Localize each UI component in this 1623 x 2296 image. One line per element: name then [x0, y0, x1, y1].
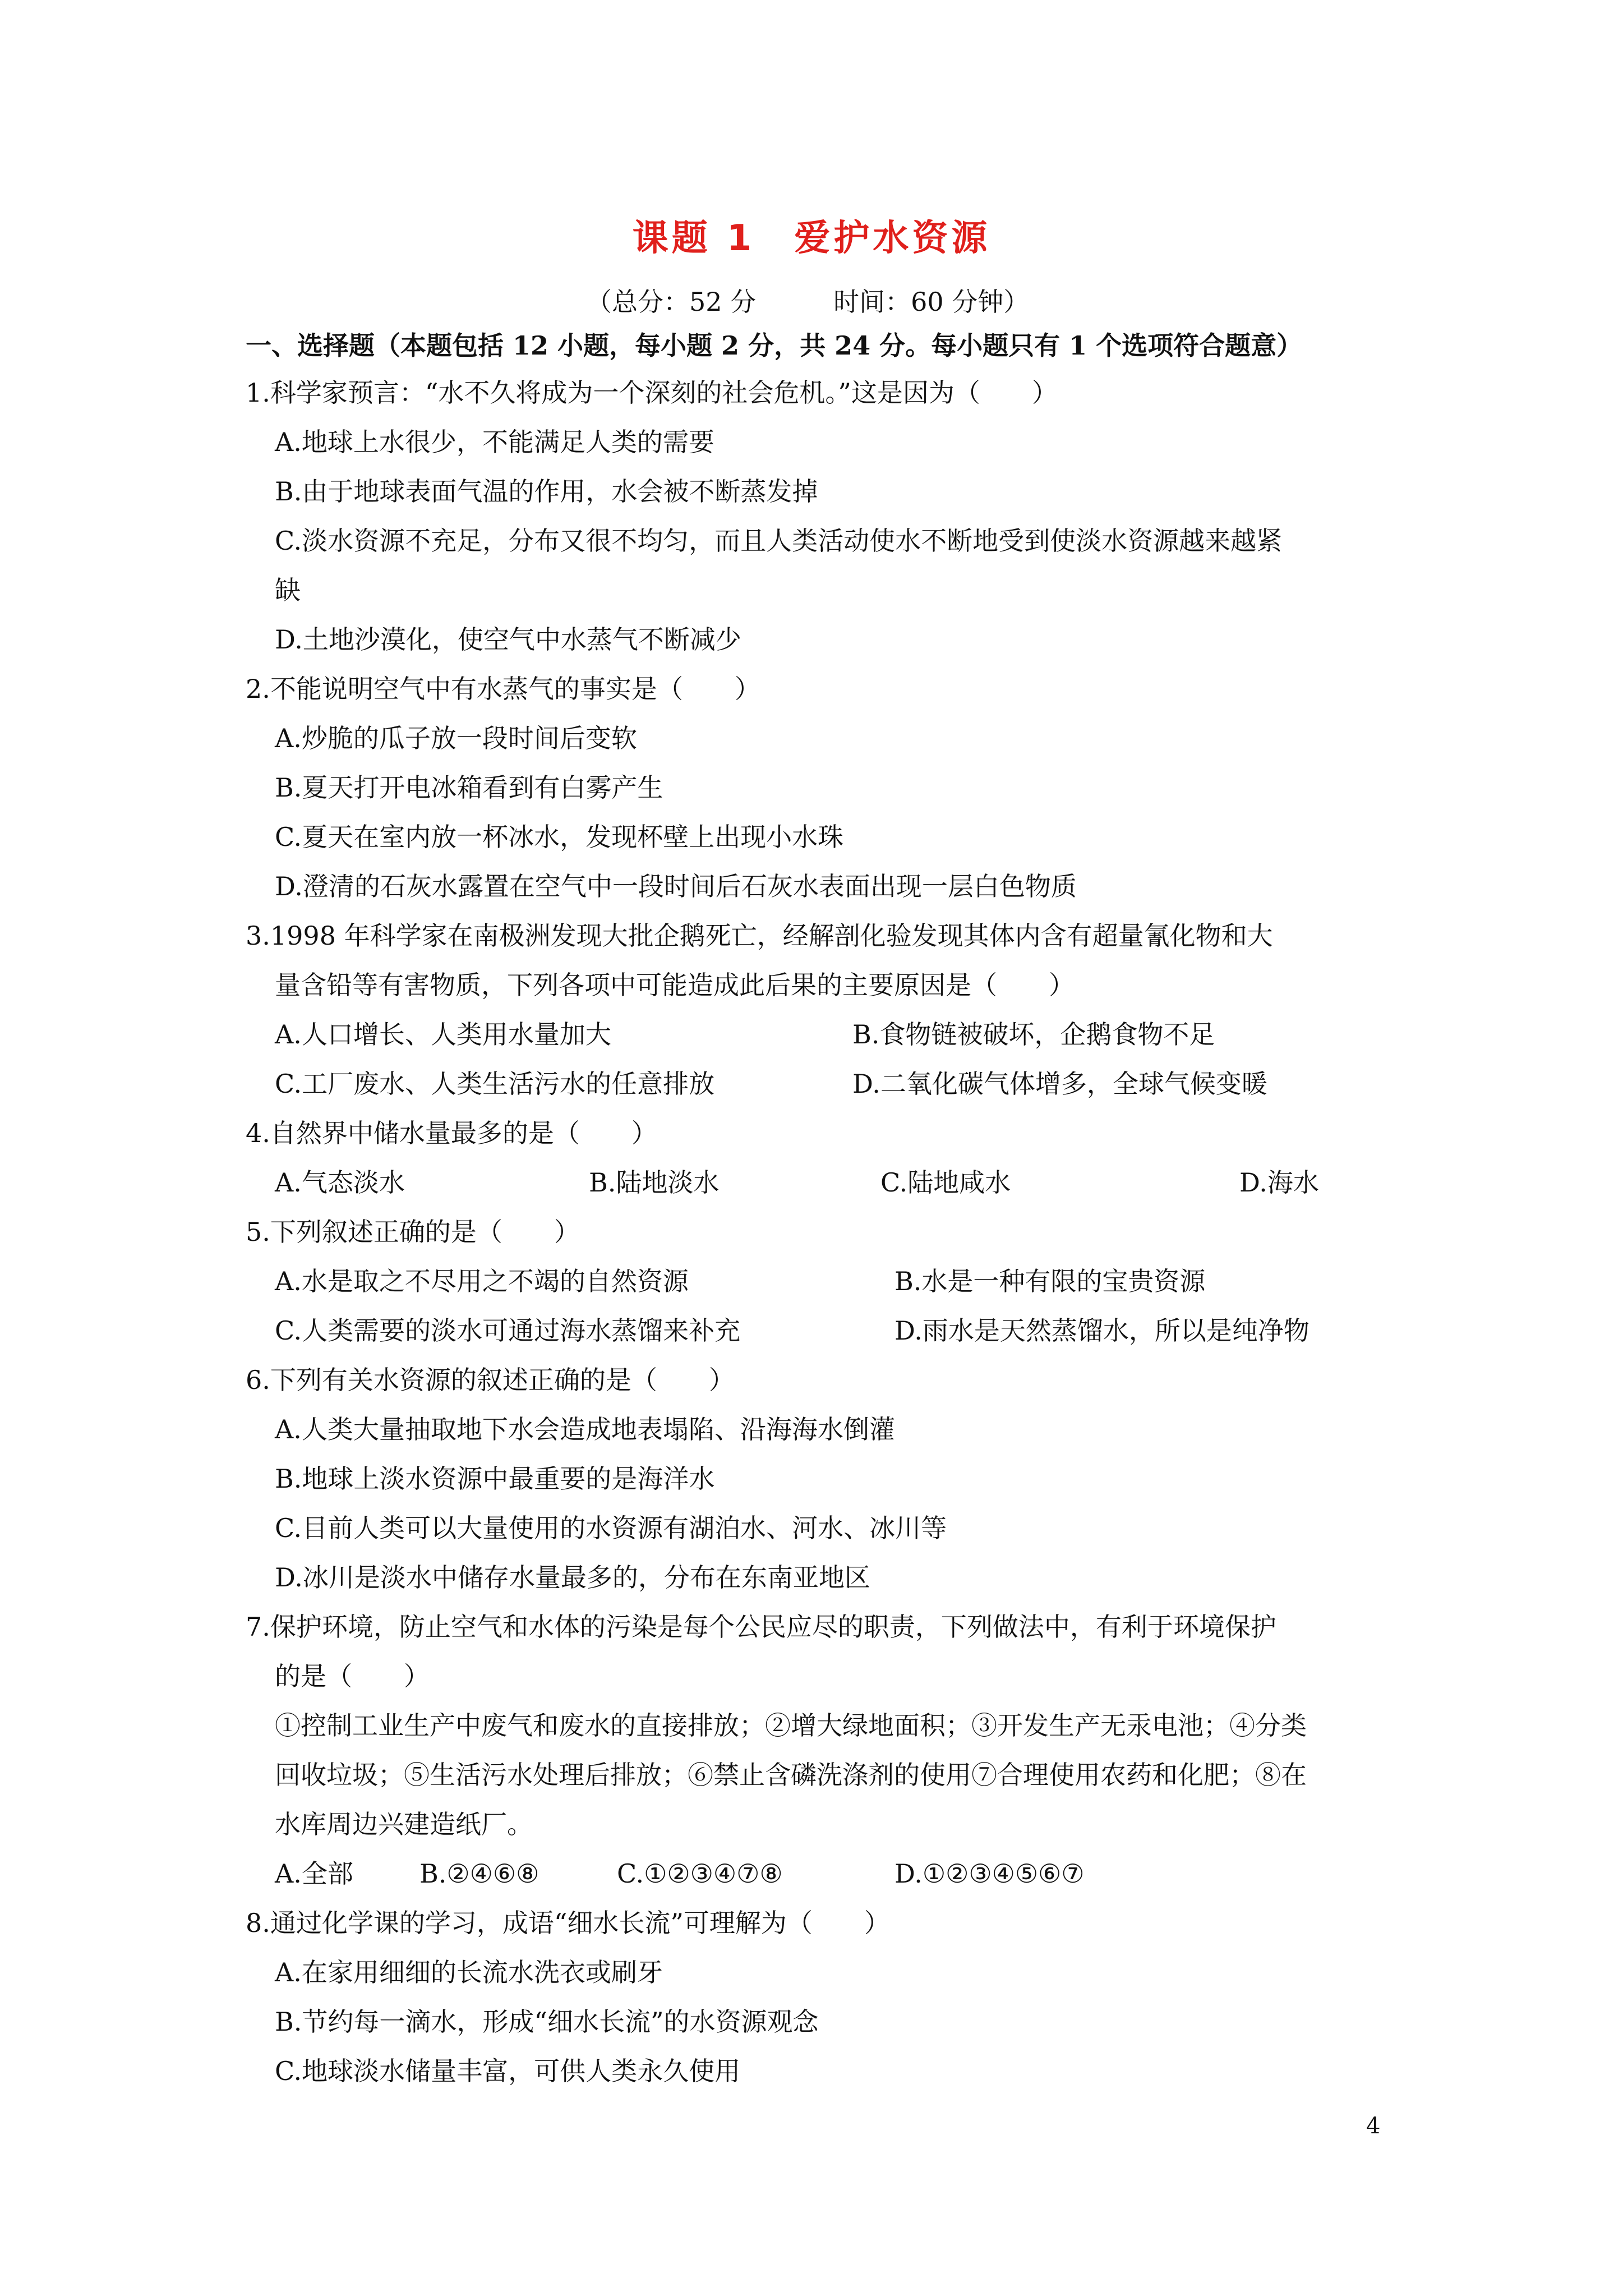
question-2-option-b: B.夏天打开电冰箱看到有白雾产生	[275, 772, 663, 803]
question-5-option-d: D.雨水是天然蒸馏水，所以是纯净物	[895, 1315, 1310, 1346]
question-3-option-a: A.人口增长、人类用水量加大	[275, 1019, 611, 1050]
question-7-option-d: D.①②③④⑤⑥⑦	[895, 1858, 1085, 1889]
question-8-option-c: C.地球淡水储量丰富，可供人类永久使用	[275, 2056, 741, 2086]
question-3-option-c: C.工厂废水、人类生活污水的任意排放	[275, 1069, 715, 1099]
question-7-option-c: C.①②③④⑦⑧	[617, 1858, 783, 1889]
question-1-option-a: A.地球上水很少，不能满足人类的需要	[275, 427, 714, 457]
question-7-statement-line-2: 回收垃圾；⑤生活污水处理后排放；⑥禁止含磷洗涤剂的使用⑦合理使用农药和化肥；⑧在	[275, 1760, 1307, 1790]
question-1-option-c-cont: 缺	[275, 575, 301, 605]
question-4-option-b: B.陆地淡水	[589, 1167, 720, 1198]
question-5-stem: 5.下列叙述正确的是（ ）	[246, 1217, 580, 1247]
question-4-option-c: C.陆地咸水	[880, 1167, 1011, 1198]
section-heading: 一、选择题（本题包括 12 小题，每小题 2 分，共 24 分。每小题只有 1 个选项符合题意）	[246, 330, 1303, 361]
question-8-option-b: B.节约每一滴水，形成“细水长流”的水资源观念	[275, 2007, 819, 2037]
question-3-option-b: B.食物链被破坏，企鹅食物不足	[852, 1019, 1215, 1050]
question-5-option-a: A.水是取之不尽用之不竭的自然资源	[275, 1266, 689, 1296]
question-8-option-a: A.在家用细细的长流水洗衣或刷牙	[275, 1957, 663, 1987]
question-7-statement-line-1: ①控制工业生产中废气和废水的直接排放；②增大绿地面积；③开发生产无汞电池；④分类	[275, 1710, 1307, 1741]
question-1-option-c: C.淡水资源不充足，分布又很不均匀，而且人类活动使水不断地受到使淡水资源越来越紧	[275, 526, 1283, 556]
question-1-stem: 1.科学家预言：“水不久将成为一个深刻的社会危机。”这是因为（ ）	[246, 378, 1058, 408]
question-1-option-b: B.由于地球表面气温的作用，水会被不断蒸发掉	[275, 476, 818, 507]
question-2-stem: 2.不能说明空气中有水蒸气的事实是（ ）	[246, 674, 760, 704]
question-7-option-b: B.②④⑥⑧	[419, 1858, 540, 1889]
question-6-option-d: D.冰川是淡水中储存水量最多的，分布在东南亚地区	[275, 1562, 870, 1593]
question-3-stem-cont: 量含铅等有害物质，下列各项中可能造成此后果的主要原因是（ ）	[275, 970, 1075, 1000]
question-3-option-d: D.二氧化碳气体增多，全球气候变暖	[852, 1069, 1267, 1099]
question-7-statement-line-3: 水库周边兴建造纸厂。	[275, 1809, 533, 1839]
question-4-option-a: A.气态淡水	[275, 1167, 405, 1198]
question-6-option-a: A.人类大量抽取地下水会造成地表塌陷、沿海海水倒灌	[275, 1414, 895, 1444]
question-7-stem-cont: 的是（ ）	[275, 1661, 430, 1691]
question-1-option-d: D.土地沙漠化，使空气中水蒸气不断减少	[275, 624, 741, 655]
question-7-stem: 7.保护环境，防止空气和水体的污染是每个公民应尽的职责，下列做法中，有利于环境保护	[246, 1612, 1276, 1642]
question-2-option-d: D.澄清的石灰水露置在空气中一段时间后石灰水表面出现一层白色物质	[275, 871, 1077, 901]
question-6-stem: 6.下列有关水资源的叙述正确的是（ ）	[246, 1365, 735, 1395]
question-6-option-c: C.目前人类可以大量使用的水资源有湖泊水、河水、冰川等	[275, 1513, 947, 1543]
question-4-stem: 4.自然界中储水量最多的是（ ）	[246, 1118, 657, 1148]
question-2-option-c: C.夏天在室内放一杯冰水，发现杯壁上出现小水珠	[275, 822, 844, 852]
question-3-stem: 3.1998 年科学家在南极洲发现大批企鹅死亡，经解剖化验发现其体内含有超量氰化物和大	[246, 921, 1273, 951]
exam-info: （总分：52 分 时间：60 分钟）	[586, 287, 1030, 317]
page-title: 课题 1 爱护水资源	[632, 218, 991, 259]
question-5-option-c: C.人类需要的淡水可通过海水蒸馏来补充	[275, 1315, 741, 1346]
question-2-option-a: A.炒脆的瓜子放一段时间后变软	[275, 723, 637, 753]
question-5-option-b: B.水是一种有限的宝贵资源	[895, 1266, 1206, 1296]
question-6-option-b: B.地球上淡水资源中最重要的是海洋水	[275, 1464, 715, 1494]
page-number: 4	[1366, 2113, 1381, 2139]
question-8-stem: 8.通过化学课的学习，成语“细水长流”可理解为（ ）	[246, 1908, 890, 1938]
question-4-option-d: D.海水	[1239, 1167, 1319, 1198]
question-7-option-a: A.全部	[275, 1858, 353, 1889]
